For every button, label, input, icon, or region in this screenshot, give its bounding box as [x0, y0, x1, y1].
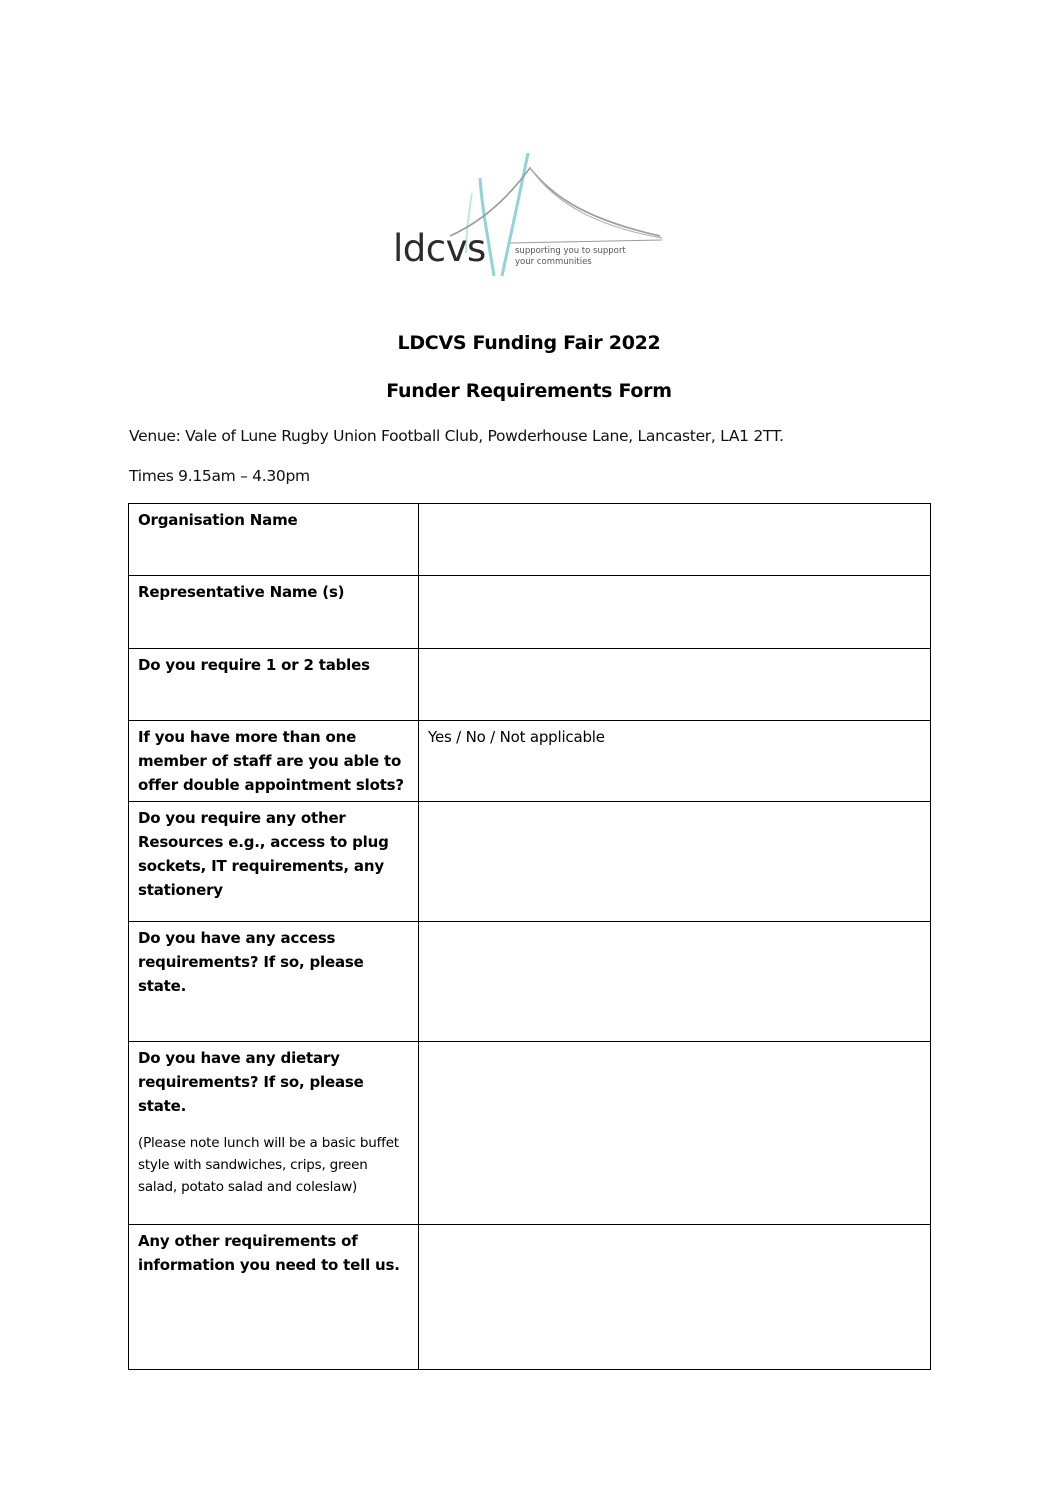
logo-wordmark: ldcvs	[393, 227, 486, 270]
venue-text: Venue: Vale of Lune Rugby Union Football Club, Powderhouse Lane, Lancaster, LA1 2TT.	[129, 427, 784, 445]
question-tables: Do you require 1 or 2 tables	[129, 649, 419, 721]
question-double-slots: If you have more than one member of staff are you able to offer double appointment slots?	[129, 721, 419, 802]
question-other: Any other requirements of information you need to tell us.	[129, 1225, 419, 1370]
answer-access[interactable]	[419, 922, 931, 1042]
answer-dietary[interactable]	[419, 1042, 931, 1225]
answer-other[interactable]	[419, 1225, 931, 1370]
document-title: LDCVS Funding Fair 2022	[397, 332, 661, 354]
question-dietary: Do you have any dietary requirements? If so, please state.	[138, 1049, 364, 1115]
dietary-lunch-note: (Please note lunch will be a basic buffet style with sandwiches, crips, green salad, potato salad and coleslaw)	[138, 1135, 399, 1195]
question-resources: Do you require any other Resources e.g., access to plug sockets, IT requirements, any stationery	[129, 802, 419, 922]
answer-resources[interactable]	[419, 802, 931, 922]
answer-organisation-name[interactable]	[419, 504, 931, 576]
answer-tables[interactable]	[419, 649, 931, 721]
form-row-tables	[129, 649, 931, 721]
form-row-resources	[129, 802, 931, 922]
form-row-other	[129, 1225, 931, 1370]
form-row-access	[129, 922, 931, 1042]
form-row-double-slots	[129, 721, 931, 802]
question-access: Do you have any access requirements? If so, please state.	[129, 922, 419, 1042]
question-representative-name: Representative Name (s)	[129, 576, 419, 649]
form-row-representative	[129, 576, 931, 649]
answer-double-slots[interactable]: Yes / No / Not applicable	[419, 721, 931, 802]
logo-tagline-line1: supporting you to support	[515, 246, 626, 256]
form-row-dietary	[129, 1042, 931, 1225]
form-row-organisation	[129, 504, 931, 576]
answer-representative-name[interactable]	[419, 576, 931, 649]
document-subtitle: Funder Requirements Form	[386, 380, 672, 402]
times-text: Times 9.15am – 4.30pm	[129, 467, 310, 485]
requirements-form-table	[128, 503, 931, 1370]
question-organisation-name: Organisation Name	[129, 504, 419, 576]
logo-tagline	[515, 246, 655, 268]
logo-tagline-line2: your communities	[515, 257, 592, 267]
question-dietary-cell	[129, 1042, 419, 1225]
ldcvs-logo	[380, 148, 680, 283]
